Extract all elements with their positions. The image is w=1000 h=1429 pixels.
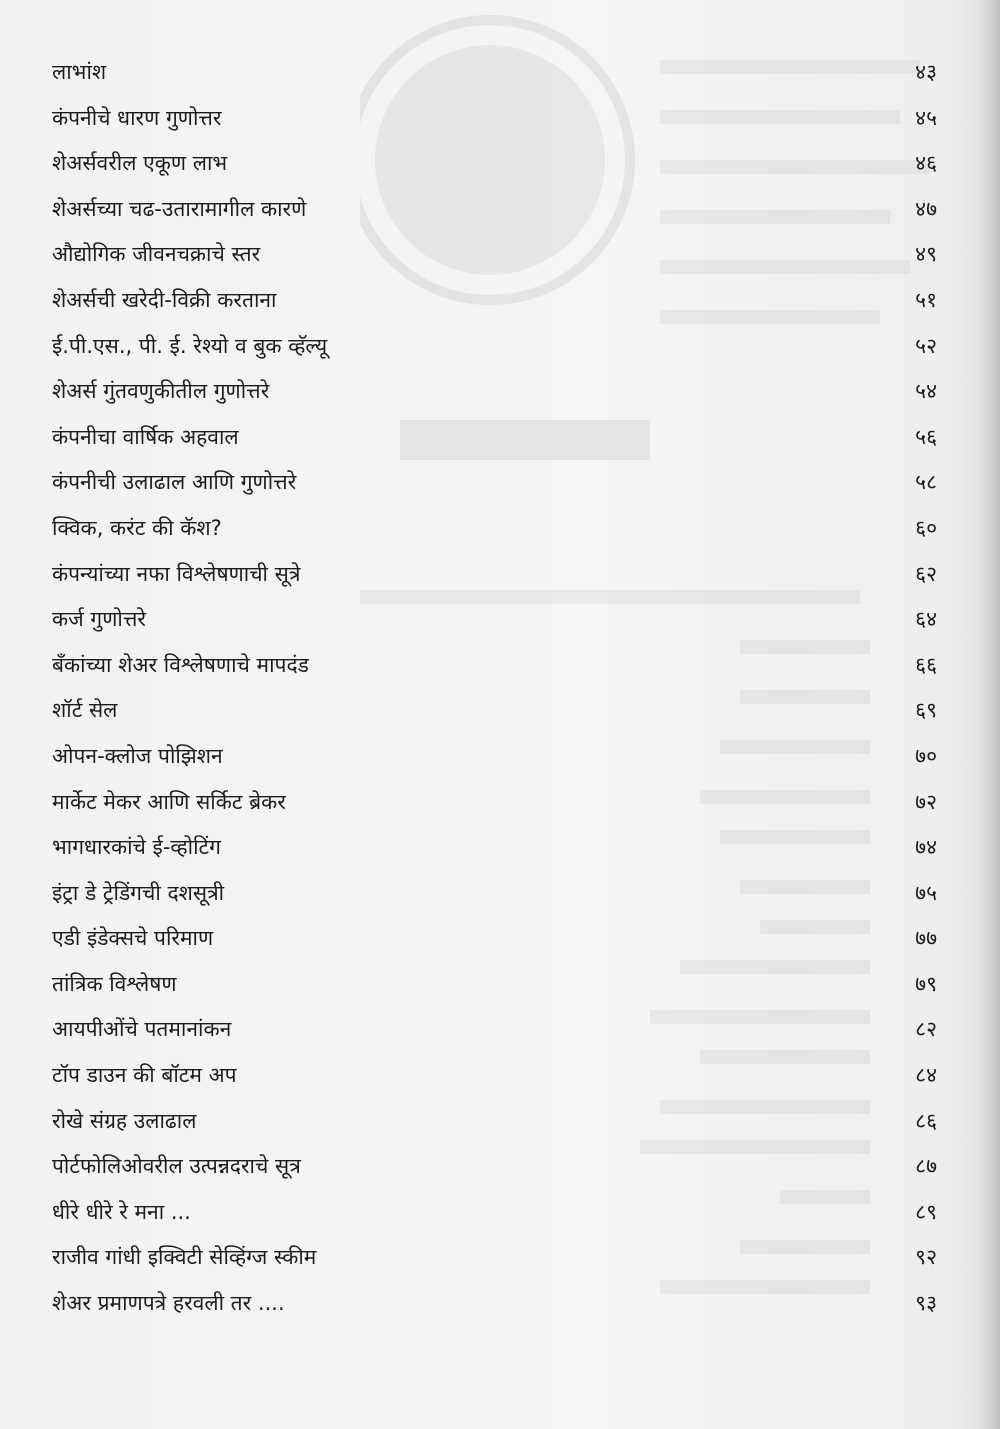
toc-entry-title: बँकांच्या शेअर विश्लेषणाचे मापदंड (52, 652, 309, 677)
toc-entry-title: पोर्टफोलिओवरील उत्पन्नदराचे सूत्र (52, 1154, 301, 1179)
toc-entry-title: ई.पी.एस., पी. ई. रेश्यो व बुक व्हॅल्यू (52, 333, 328, 358)
toc-entry-title: शेअर्सवरील एकूण लाभ (52, 151, 228, 176)
toc-entry-page: ७२ (915, 789, 937, 814)
toc-entry[interactable] (52, 460, 937, 506)
toc-entry[interactable] (52, 688, 937, 734)
toc-entry-page: ४९ (915, 242, 937, 267)
toc-entry-title: शेअर्सच्या चढ-उतारामागील कारणे (52, 196, 307, 221)
toc-entry-page: ८६ (915, 1108, 937, 1133)
toc-entry-title: भागधारकांचे ई-व्होटिंग (52, 835, 221, 860)
toc-entry-page: ५४ (915, 379, 937, 404)
toc-entry[interactable] (52, 871, 937, 917)
toc-entry[interactable] (52, 1007, 937, 1053)
toc-entry-title: कंपनीचे धारण गुणोत्तर (52, 105, 222, 130)
toc-entry-page: ६२ (915, 561, 937, 586)
toc-entry-title: एडी इंडेक्सचे परिमाण (52, 926, 214, 951)
toc-entry[interactable] (52, 962, 937, 1008)
toc-entry-title: रोखे संग्रह उलाढाल (52, 1108, 197, 1133)
toc-entry-title: शेअर्सची खरेदी-विक्री करताना (52, 287, 277, 312)
toc-entry-title: टॉप डाउन की बॉटम अप (52, 1063, 237, 1088)
toc-entry-title: लाभांश (52, 60, 107, 84)
toc-entry[interactable] (52, 916, 937, 962)
toc-entry-page: ४३ (915, 60, 937, 84)
toc-entry[interactable] (52, 96, 937, 142)
toc-entry-title: तांत्रिक विश्लेषण (52, 971, 177, 996)
page-edge-shadow (972, 0, 1000, 1429)
toc-entry-page: ७४ (915, 835, 937, 860)
toc-entry-title: कंपनीचा वार्षिक अहवाल (52, 424, 239, 449)
toc-entry-page: ७७ (915, 926, 937, 951)
toc-entry-page: ५२ (915, 333, 937, 358)
toc-entry-page: ७० (915, 743, 937, 768)
toc-entry-page: ६४ (915, 607, 937, 632)
toc-entry-page: ६६ (915, 652, 937, 677)
toc-entry[interactable] (52, 232, 937, 278)
toc-entry[interactable] (52, 278, 937, 324)
toc-entry-page: ९३ (915, 1291, 937, 1316)
toc-entry-page: ८९ (915, 1199, 937, 1224)
toc-entry[interactable] (52, 506, 937, 552)
toc-entry-title: धीरे धीरे रे मना ... (52, 1199, 191, 1224)
toc-entry-page: ७९ (915, 971, 937, 996)
toc-entry-title: क्विक, करंट की कॅश? (52, 515, 222, 540)
toc-entry-title: कंपनीची उलाढाल आणि गुणोत्तरे (52, 470, 297, 495)
toc-entry-page: ६० (915, 515, 937, 540)
toc-entry[interactable] (52, 141, 937, 187)
toc-entry[interactable] (52, 1235, 937, 1281)
toc-entry[interactable] (52, 1190, 937, 1236)
toc-entry[interactable] (52, 369, 937, 415)
toc-entry[interactable] (52, 597, 937, 643)
toc-entry-title: शेअर्स गुंतवणुकीतील गुणोत्तरे (52, 379, 270, 404)
toc-entry[interactable] (52, 1281, 937, 1327)
toc-entry-title: कर्ज गुणोत्तरे (52, 607, 146, 632)
toc-entry-page: ४७ (915, 196, 937, 221)
toc-entry[interactable] (52, 415, 937, 461)
toc-entry-page: ८२ (915, 1017, 937, 1042)
toc-entry-page: ४६ (915, 151, 937, 176)
toc-entry-page: ५१ (915, 287, 937, 312)
toc-entry[interactable] (52, 643, 937, 689)
toc-entry[interactable] (52, 734, 937, 780)
toc-entry[interactable] (52, 552, 937, 598)
toc-entry[interactable] (52, 1053, 937, 1099)
toc-entry-title: आयपीओंचे पतमानांकन (52, 1017, 232, 1042)
toc-entry-title: शेअर प्रमाणपत्रे हरवली तर .... (52, 1291, 285, 1316)
toc-entry-title: राजीव गांधी इक्विटी सेव्हिंग्ज स्कीम (52, 1245, 317, 1270)
toc-entry[interactable] (52, 1099, 937, 1145)
toc-entry-title: कंपन्यांच्या नफा विश्लेषणाची सूत्रे (52, 561, 301, 586)
toc-entry[interactable] (52, 1144, 937, 1190)
toc-entry-page: ८७ (915, 1154, 937, 1179)
toc-entry-page: ५६ (915, 424, 937, 449)
toc-entry[interactable] (52, 324, 937, 370)
toc-entry-title: ओपन-क्लोज पोझिशन (52, 743, 223, 768)
toc-entry-page: ७५ (915, 880, 937, 905)
toc-entry[interactable] (52, 187, 937, 233)
toc-entry[interactable] (52, 50, 937, 96)
toc-entry-page: ८४ (915, 1063, 937, 1088)
toc-entry-title: इंट्रा डे ट्रेडिंगची दशसूत्री (52, 880, 225, 905)
toc-entry-page: ४५ (915, 105, 937, 130)
toc-entry-page: ५८ (915, 470, 937, 495)
toc-entry-title: मार्केट मेकर आणि सर्किट ब्रेकर (52, 789, 286, 814)
toc-entry-title: शॉर्ट सेल (52, 698, 118, 723)
toc-entry-page: ६९ (915, 698, 937, 723)
toc-entry-page: ९२ (915, 1245, 937, 1270)
toc-entry[interactable] (52, 825, 937, 871)
table-of-contents (52, 50, 937, 1327)
toc-entry-title: औद्योगिक जीवनचक्राचे स्तर (52, 242, 261, 267)
toc-entry[interactable] (52, 780, 937, 826)
